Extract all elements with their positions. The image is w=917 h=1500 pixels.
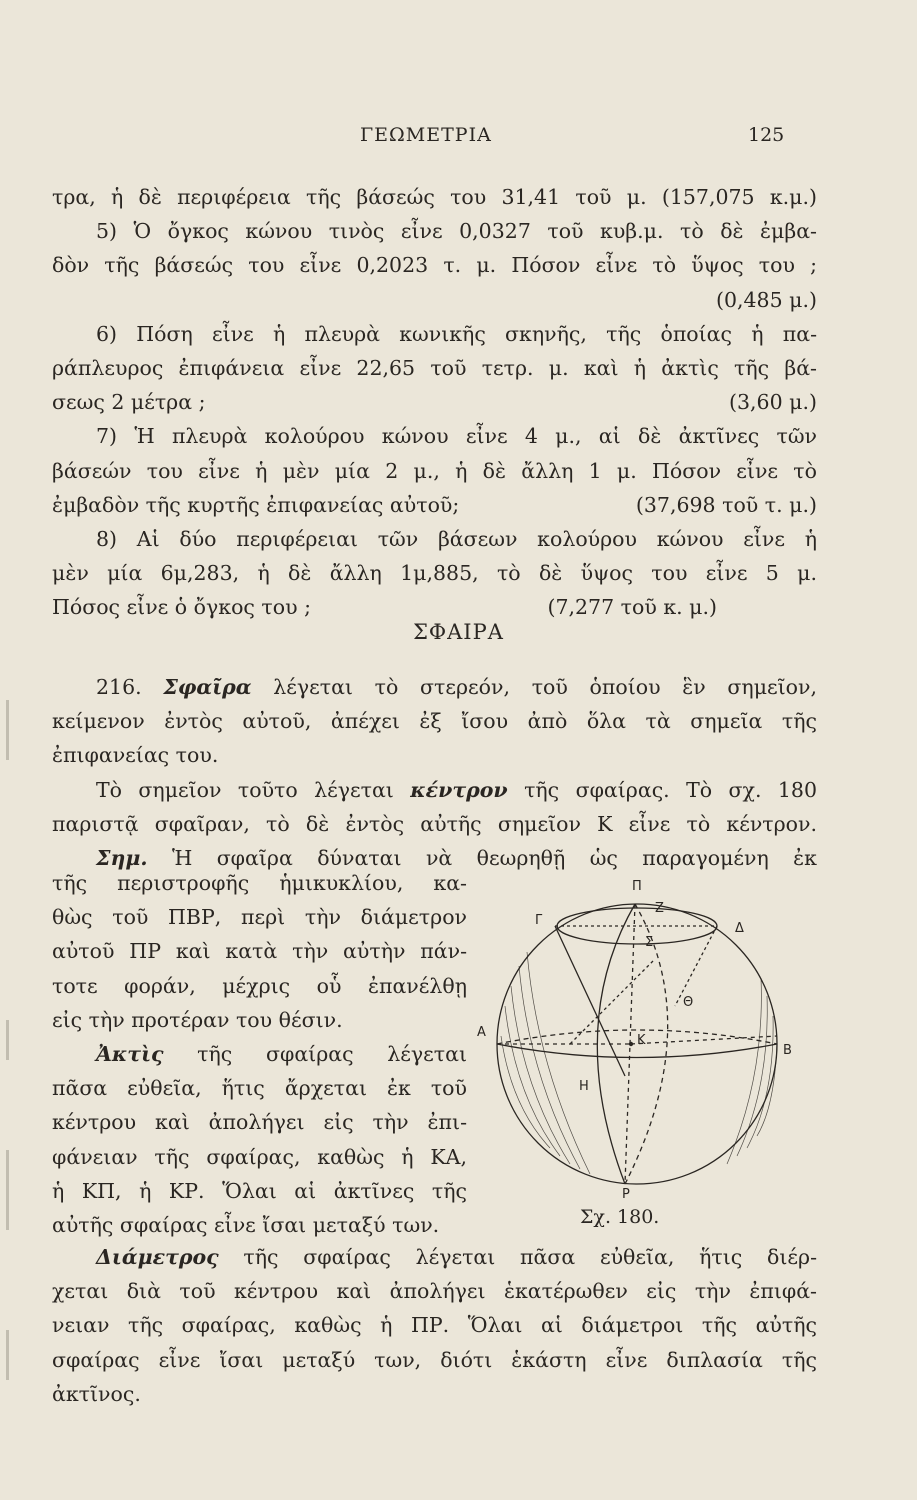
label-th: Θ (683, 995, 694, 1010)
running-title: ΓΕΩΜΕΤΡΙΑ (360, 124, 492, 146)
sphere-figure (475, 866, 805, 1232)
answer-fragment: (37,698 τοῦ τ. μ.) (635, 492, 817, 517)
text-line: 7) Ἡ πλευρὰ κολούρου κώνου εἶνε 4 μ., αἱ δὲ ἀκτῖνες τῶν (96, 424, 817, 449)
text-line: αὐτῆς σφαίρας εἶνε ἴσαι μεταξύ των. (52, 1213, 440, 1238)
text-fragment: Ἡ σφαῖρα δύναται νὰ θεωρηθῇ ὡς παραγομένη ἐκ (171, 846, 817, 871)
page-number: 125 (748, 124, 785, 146)
radius-kb (631, 1036, 777, 1044)
term-radius: Ἀκτὶς (96, 1042, 164, 1067)
text-line: κείμενον ἐντὸς αὐτοῦ, ἀπέχει ἐξ ἴσου ἀπὸ ὅλα τὰ σημεῖα τῆς (52, 709, 817, 734)
margin-mark (6, 1330, 9, 1380)
text-fragment: Πόσος εἶνε ὁ ὄγκος του ; (52, 595, 311, 620)
term-diameter: Διάμετρος (96, 1245, 219, 1269)
figure-caption: Σχ. 180. (580, 1206, 660, 1228)
diameter-definition-block (52, 1240, 817, 1411)
text-line: τῆς περιστροφῆς ἡμικυκλίου, κα- (52, 871, 467, 895)
text-line: δὸν τῆς βάσεώς του εἶνε 0,2023 τ. μ. Πόσον εἶνε τὸ ὕψος του ; (52, 253, 817, 278)
text-line: μὲν μία 6μ,283, ἡ δὲ ἄλλη 1μ,885, τὸ δὲ ὕψος του εἶνε 5 μ. (52, 561, 817, 586)
label-s: Σ (645, 935, 654, 950)
section-heading: ΣΦΑΙΡΑ (413, 620, 504, 644)
label-b: Β (783, 1043, 792, 1058)
text-fragment: σεως 2 μέτρα ; (52, 390, 206, 415)
text-line: τρα, ἡ δὲ περιφέρεια τῆς βάσεώς του 31,41 τοῦ μ. (157,075 κ.μ.) (52, 185, 817, 209)
label-k: Κ (637, 1033, 646, 1048)
label-r: Ρ (622, 1187, 630, 1202)
text-line (52, 1240, 817, 1274)
text-line: πᾶσα εὐθεῖα, ἥτις ἄρχεται ἐκ τοῦ (52, 1076, 467, 1101)
paragraph-number: 216. (96, 675, 142, 699)
text-line: ἀκτῖνος. (52, 1381, 141, 1406)
text-line (52, 773, 817, 807)
label-d: Δ (735, 921, 744, 936)
term-center: κέντρον (410, 777, 508, 802)
label-h: Η (579, 1079, 589, 1094)
sphere-definition-block (52, 670, 817, 875)
text-line: θὼς τοῦ ΠΒΡ, περὶ τὴν διάμετρον (52, 905, 467, 930)
left-column-text (52, 866, 467, 1242)
term-note: Σημ. (96, 846, 148, 871)
sphere-shading (501, 952, 777, 1174)
text-fragment: τῆς σφαίρας. Τὸ σχ. 180 (524, 777, 817, 802)
text-line: βάσεών του εἶνε ἡ μὲν μία 2 μ., ἡ δὲ ἄλλη 1 μ. Πόσον εἶνε τὸ (52, 458, 817, 483)
label-g: Γ (535, 913, 543, 928)
text-line: χεται διὰ τοῦ κέντρου καὶ ἀπολήγει ἑκατέρωθεν εἰς τὴν ἐπιφά- (52, 1279, 817, 1304)
term-sphere: Σφαῖρα (163, 675, 252, 699)
text-line: εἰς τὴν προτέραν του θέσιν. (52, 1007, 343, 1032)
text-line (52, 1037, 467, 1071)
text-fragment: τῆς σφαίρας λέγεται πᾶσα εὐθεῖα, ἥτις διέρ- (243, 1245, 817, 1269)
text-line: φάνειαν τῆς σφαίρας, καθὼς ἡ ΚΑ, (52, 1144, 467, 1169)
text-line: κέντρου καὶ ἀπολήγει εἰς τὴν ἐπι- (52, 1110, 467, 1135)
answer-fragment: (7,277 τοῦ κ. μ.) (547, 595, 717, 620)
text-line: ἐπιφανείας του. (52, 743, 219, 768)
text-line: 8) Αἱ δύο περιφέρειαι τῶν βάσεων κολούρου κώνου εἶνε ἡ (96, 527, 817, 552)
answer-line: (0,485 μ.) (715, 287, 817, 312)
label-z: Ζ (655, 901, 664, 916)
margin-mark (6, 700, 9, 760)
text-fragment: τῆς σφαίρας λέγεται (197, 1042, 467, 1067)
text-line (52, 670, 817, 704)
text-line: τοτε φοράν, μέχρις οὗ ἐπανέλθῃ (52, 973, 467, 998)
running-head (0, 124, 917, 154)
text-line (52, 488, 817, 522)
center-point (629, 1042, 633, 1046)
text-line: παριστᾷ σφαῖραν, τὸ δὲ ἐντὸς αὐτῆς σημεῖον Κ εἶνε τὸ κέντρον. (52, 811, 817, 836)
inner-line (570, 961, 653, 1044)
label-a: Α (477, 1025, 486, 1040)
text-fragment: Τὸ σημεῖον τοῦτο λέγεται (96, 777, 394, 802)
margin-mark (6, 1020, 9, 1060)
text-line: 6) Πόση εἶνε ἡ πλευρὰ κωνικῆς σκηνῆς, τῆς ὁποίας ἡ πα- (96, 321, 817, 346)
text-line: νειαν τῆς σφαίρας, καθὼς ἡ ΠΡ. Ὅλαι αἱ διάμετροι τῆς αὐτῆς (52, 1313, 817, 1338)
text-line: 5) Ὁ ὄγκος κώνου τινὸς εἶνε 0,0327 τοῦ κυβ.μ. τὸ δὲ ἐμβα- (96, 219, 817, 244)
exercises-block (52, 180, 817, 625)
text-line (52, 385, 817, 419)
text-line: ἡ ΚΠ, ἡ ΚΡ. Ὅλαι αἱ ἀκτῖνες τῆς (52, 1178, 467, 1203)
label-p: Π (632, 879, 642, 894)
text-fragment: ἐμβαδὸν τῆς κυρτῆς ἐπιφανείας αὐτοῦ; (52, 492, 460, 517)
text-line: σφαίρας εἶνε ἴσαι μεταξύ των, διότι ἑκάστη εἶνε διπλασία τῆς (52, 1347, 817, 1372)
text-fragment: λέγεται τὸ στερεόν, τοῦ ὁποίου ἓν σημεῖον, (273, 675, 817, 699)
sphere-diagram (475, 866, 805, 1206)
text-line: αὐτοῦ ΠΡ καὶ κατὰ τὴν αὐτὴν πάν- (52, 939, 467, 964)
text-line: ράπλευρος ἐπιφάνεια εἶνε 22,65 τοῦ τετρ. μ. καὶ ἡ ἀκτὶς τῆς βά- (52, 356, 817, 381)
margin-mark (6, 1150, 9, 1230)
answer-fragment: (3,60 μ.) (729, 390, 817, 415)
